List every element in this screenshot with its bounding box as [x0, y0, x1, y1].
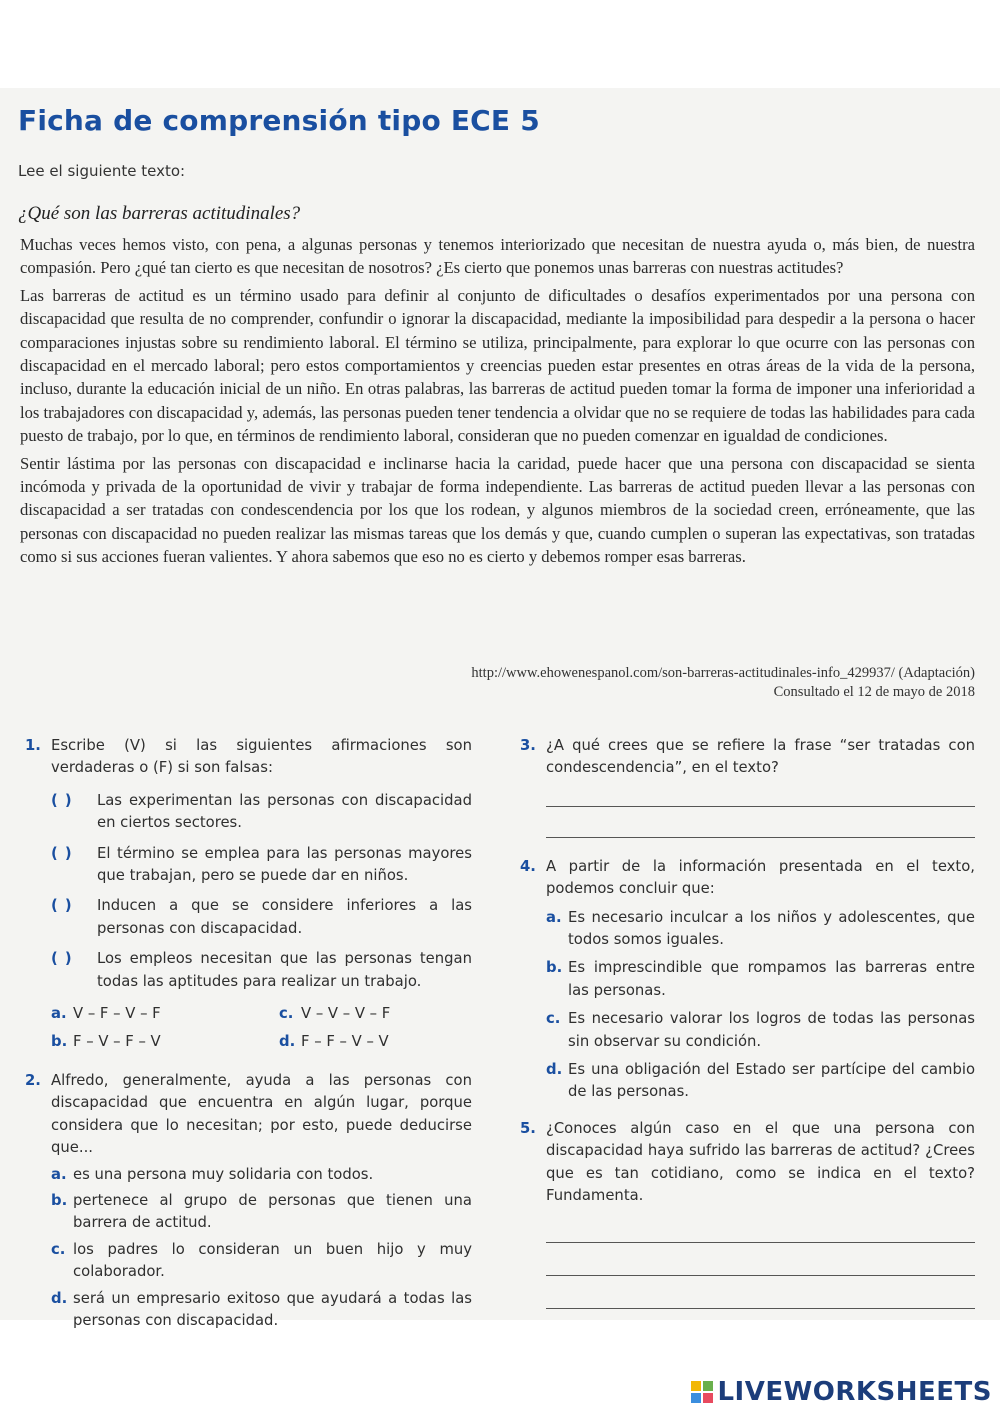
- option-d[interactable]: [546, 1059, 975, 1104]
- option-a[interactable]: [51, 1164, 472, 1186]
- true-false-item: [25, 895, 472, 940]
- question-number: 2.: [25, 1071, 41, 1089]
- option-letter: a.: [51, 1005, 67, 1023]
- liveworksheets-logo: [691, 1377, 992, 1407]
- option-letter: b.: [546, 959, 563, 977]
- source-date: Consultado el 12 de mayo de 2018: [773, 684, 975, 700]
- option-text: Es imprescindible que rompamos las barreras entre las personas.: [568, 959, 975, 999]
- reading-paragraph: Las barreras de actitud es un término usado para definir al conjunto de dificultades o desafíos experimentados por una persona con discapacidad que resulta de no comprender, confundir o ignorar la discapacidad, mediante la imposibilidad para despedir a la persona o hacer comparaciones injustas sobre su rendimiento laboral. El término se utiliza, principalmente, para explorar lo que ocurre con las personas con discapacidad en el mercado laboral; pero estos comportamientos y creencias pueden estar presentes en otras áreas de la vida de la persona, incluso, durante la educación inicial de un niño. En otras palabras, las barreras de actitud pueden tomar la forma de imponer una inferioridad a los trabajadores con discapacidad y, además, las personas pueden tener tendencia a olvidar que no se requiere de todas las habilidades para cada puesto de trabajo, por lo que, en términos de rendimiento laboral, consideran que no pueden comenzar en igualdad de condiciones.: [20, 285, 975, 446]
- questions-right-column: [520, 735, 975, 1309]
- answer-line[interactable]: [546, 837, 975, 838]
- option-c[interactable]: [546, 1008, 975, 1053]
- option-c[interactable]: [279, 1003, 479, 1025]
- option-a[interactable]: [51, 1003, 279, 1025]
- answer-options: [546, 907, 975, 1104]
- logo-text: LIVEWORKSHEETS: [717, 1377, 992, 1407]
- answer-line[interactable]: [546, 1242, 975, 1243]
- option-text: Es necesario inculcar a los niños y adolescentes, que todos somos iguales.: [568, 908, 975, 949]
- logo-square-icon: [691, 1381, 701, 1391]
- statement-text: Las experimentan las personas con discapacidad en ciertos sectores.: [97, 791, 472, 832]
- logo-square-icon: [703, 1393, 713, 1403]
- reading-paragraph: Muchas veces hemos visto, con pena, a algunas personas y tenemos interiorizado que necesitan de nuestra ayuda o, más bien, de nuestra compasión. Pero ¿qué tan cierto es que necesitan de nosotros? ¿Es cierto que ponemos unas barreras con nuestras actitudes?: [20, 235, 975, 278]
- question-4: [520, 856, 975, 901]
- instruction: Lee el siguiente texto:: [18, 162, 186, 180]
- reading-text: [20, 233, 975, 573]
- option-text: V – V – V – F: [301, 1005, 391, 1023]
- option-text: será un empresario exitoso que ayudará a todas las personas con discapacidad.: [73, 1289, 472, 1329]
- option-d[interactable]: [279, 1031, 479, 1053]
- logo-square-icon: [703, 1381, 713, 1391]
- source-citation: [471, 664, 975, 702]
- option-letter: d.: [51, 1289, 68, 1307]
- question-5: [520, 1118, 975, 1208]
- option-letter: d.: [546, 1061, 563, 1079]
- answer-line[interactable]: [546, 1275, 975, 1276]
- option-letter: c.: [279, 1005, 294, 1023]
- option-letter: c.: [51, 1240, 66, 1258]
- option-d[interactable]: [51, 1288, 472, 1333]
- answer-line[interactable]: [546, 1308, 975, 1309]
- option-text: es una persona muy solidaria con todos.: [73, 1165, 374, 1183]
- option-text: F – V – F – V: [73, 1033, 161, 1051]
- source-url: http://www.ehowenespanol.com/son-barreras-actitudinales-info_429937/ (Adaptación): [471, 665, 975, 681]
- true-false-item: [25, 843, 472, 888]
- answer-blank[interactable]: ( ): [51, 897, 73, 915]
- question-text: A partir de la información presentada en el texto, podemos concluir que:: [546, 857, 975, 898]
- answer-blank[interactable]: ( ): [51, 950, 73, 968]
- answer-blank[interactable]: ( ): [51, 791, 73, 809]
- question-number: 3.: [520, 737, 536, 754]
- option-text: los padres lo consideran un buen hijo y muy colaborador.: [73, 1240, 472, 1281]
- option-b[interactable]: [546, 957, 975, 1002]
- option-c[interactable]: [51, 1239, 472, 1284]
- option-letter: b.: [51, 1191, 68, 1209]
- option-letter: d.: [279, 1033, 296, 1051]
- question-text: ¿A qué crees que se refiere la frase “ser tratadas con condescendencia”, en el texto?: [546, 737, 975, 777]
- question-1: [25, 735, 472, 780]
- option-text: pertenece al grupo de personas que tienen una barrera de actitud.: [73, 1191, 472, 1232]
- questions-left-column: [25, 735, 472, 1332]
- answer-blank[interactable]: ( ): [51, 844, 73, 862]
- option-b[interactable]: [51, 1190, 472, 1235]
- option-b[interactable]: [51, 1031, 279, 1053]
- question-number: 4.: [520, 857, 536, 875]
- option-letter: b.: [51, 1033, 68, 1051]
- answer-options: [51, 1003, 472, 1054]
- answer-options: [51, 1164, 472, 1333]
- question-2: [25, 1070, 472, 1160]
- option-text: Es una obligación del Estado ser partícipe del cambio de las personas.: [568, 1061, 975, 1101]
- statement-text: Inducen a que se considere inferiores a las personas con discapacidad.: [97, 897, 472, 937]
- reading-title: ¿Qué son las barreras actitudinales?: [18, 203, 301, 224]
- true-false-item: [25, 948, 472, 993]
- question-3: [520, 735, 975, 780]
- option-letter: c.: [546, 1010, 561, 1028]
- statement-text: El término se emplea para las personas mayores que trabajan, pero se puede dar en niños.: [97, 844, 472, 885]
- option-letter: a.: [546, 908, 562, 926]
- question-number: 1.: [25, 737, 41, 754]
- option-text: F – F – V – V: [301, 1033, 389, 1051]
- question-text: ¿Conoces algún caso en el que una persona con discapacidad haya sufrido las barreras de actitud? ¿Crees que es tan cotidiano, como se indica en el texto? Fundamenta.: [546, 1119, 975, 1205]
- question-text: Alfredo, generalmente, ayuda a las personas con discapacidad que encuentra en algún lugar, porque considera que lo necesitan; por esto, puede deducirse que...: [51, 1071, 472, 1157]
- answer-line[interactable]: [546, 806, 975, 807]
- question-number: 5.: [520, 1119, 536, 1137]
- logo-square-icon: [691, 1393, 701, 1403]
- option-a[interactable]: [546, 907, 975, 952]
- option-text: Es necesario valorar los logros de todas las personas sin observar su condición.: [568, 1010, 975, 1050]
- reading-paragraph: Sentir lástima por las personas con discapacidad e inclinarse hacia la caridad, puede hacer que una persona con discapacidad se sienta incómoda y privada de la oportunidad de vivir y trabajar de forma independiente. Las barreras de actitud pueden llevar a las personas con discapacidad a ser tratadas con condescendencia por los que los rodean, y algunos miembros de la sociedad creen, erróneamente, que las personas con discapacidad no pueden realizar las mismas tareas que los demás y que, cuando cumplen o superan las expectativas, son tratadas como si sus acciones fueran valientes. Y ahora sabemos que eso no es cierto y debemos romper esas barreras.: [20, 453, 975, 567]
- true-false-item: [25, 790, 472, 835]
- option-letter: a.: [51, 1165, 67, 1183]
- statement-text: Los empleos necesitan que las personas tengan todas las aptitudes para realizar un trabajo.: [97, 950, 472, 990]
- logo-mark-icon: [691, 1381, 713, 1403]
- option-text: V – F – V – F: [73, 1005, 161, 1023]
- question-text: Escribe (V) si las siguientes afirmaciones son verdaderas o (F) si son falsas:: [51, 737, 472, 777]
- page-title: Ficha de comprensión tipo ECE 5: [18, 104, 540, 137]
